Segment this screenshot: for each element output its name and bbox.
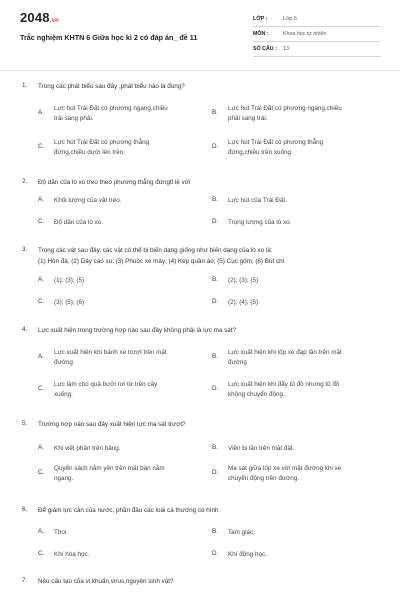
question-number: 3. [22, 246, 28, 253]
page-header [0, 0, 400, 66]
meta-table [253, 12, 381, 57]
option-letter: A. [38, 196, 44, 203]
option-text: (2); (3); (5) [228, 277, 259, 284]
option-letter: B. [212, 109, 218, 116]
option-text: Viên bi lăn trên mặt đất. [228, 445, 295, 452]
option-text: Khi viết phấn trên bảng. [54, 445, 121, 452]
header-divider [0, 70, 400, 71]
logo-main: 2048 [20, 10, 50, 25]
option-letter: B. [212, 528, 218, 535]
question-text: Nêu cấu tạo của vi khuẩn,virus,nguyên sinh vật? [38, 578, 174, 585]
meta-label: LỚP : [253, 16, 268, 22]
option-text: (3); (5); (6) [54, 299, 85, 306]
meta-row-class [253, 12, 381, 27]
option-text-line2: đường [228, 359, 247, 366]
option-text-line2: không chuyển động. [228, 391, 285, 398]
option-text: Trọng lượng của lò xo. [228, 219, 292, 226]
option-text-line2: trái sang phải. [54, 115, 94, 122]
option-text-line1: Lực xuất hiện khi bánh xe trượt trên mặt [54, 349, 167, 356]
option-letter: A. [38, 528, 44, 535]
meta-value: 13 [283, 46, 289, 52]
option-letter: D. [212, 143, 219, 150]
option-text-line1: Lực hút Trái Đất có phương thẳng [54, 139, 150, 146]
option-letter: C. [38, 385, 45, 392]
option-text-line2: chuyển động trên đường. [228, 475, 300, 482]
option-text: (2); (4); (5) [228, 299, 259, 306]
option-text: Thoi. [54, 529, 68, 536]
option-letter: D. [212, 550, 219, 557]
option-text-line1: Lực xuất hiện khi đẩy tủ đồ nhưng tủ đồ [228, 381, 340, 388]
option-text-line2: đường [54, 359, 73, 366]
option-text: Lực hút của Trái Đất. [228, 197, 287, 204]
option-letter: C. [38, 218, 45, 225]
question-number: 4. [22, 326, 28, 333]
option-letter: A. [38, 353, 44, 360]
question-text-line2: (1) Hòn đá; (2) Dây cao su; (3) Phuộc xe máy; (4) Kẹp quần áo; (5) Cục gôm; (6) Bút chì [38, 258, 285, 265]
option-letter: B. [212, 196, 218, 203]
option-letter: B. [212, 276, 218, 283]
question-text: Độ dãn của lò xo treo theo phương thẳng đứngtỉ lệ với [38, 179, 191, 186]
option-text-line1: Lực hút Trái Đất có phương ngang,chiều [54, 105, 168, 112]
option-text-line2: ngang. [54, 475, 74, 482]
question-text: Trường hợp nào sau đây xuất hiện lực ma sát trượt? [38, 421, 186, 428]
question-text: Trong các vật sau đây, các vật có thể bị biến dạng giống như biến dạng của lò xo là: [38, 247, 273, 254]
question-number: 6. [22, 506, 28, 513]
option-letter: C. [38, 550, 45, 557]
option-letter: C. [38, 143, 45, 150]
meta-label: MÔN : [253, 31, 269, 37]
meta-value: Khoa học tự nhiên [283, 31, 327, 37]
option-text-line2: đứng,chiều trên xuống. [228, 149, 293, 156]
question-number: 7. [22, 577, 28, 584]
option-letter: D. [212, 469, 219, 476]
question-number: 2. [22, 178, 28, 185]
option-text: Tam giác. [228, 529, 255, 536]
option-letter: C. [38, 298, 45, 305]
option-text-line2: đứng,chiều dưới lên trên. [54, 149, 126, 156]
option-text: Độ dãn của lò xo. [54, 219, 104, 226]
option-text: (1); (3); (5) [54, 277, 85, 284]
meta-row-subject [253, 27, 381, 42]
question-text: Để giảm lực cản của nước, phần đầu các loài cá thường có hình [38, 507, 219, 514]
meta-row-count [253, 42, 381, 57]
option-text-line1: Lực hút Trái Đất có phương thẳng [228, 139, 324, 146]
question-text: Lực xuất hiện trong trường hợp nào sau đây không phải là lực ma sát? [38, 327, 237, 334]
option-letter: A. [38, 444, 44, 451]
logo-suffix: .vn [49, 18, 60, 24]
site-logo[interactable] [20, 10, 59, 25]
option-text: Khí hóa học. [54, 551, 90, 558]
option-text-line1: Lực làm cho quả bưởi rơi từ trên cây [54, 381, 158, 388]
option-letter: D. [212, 218, 219, 225]
meta-value: Lớp 6 [283, 16, 297, 22]
option-letter: D. [212, 385, 219, 392]
option-letter: A. [38, 276, 44, 283]
option-text-line1: Quyển sách nằm yên trên mặt bàn nằm [54, 465, 165, 472]
option-letter: B. [212, 444, 218, 451]
question-text: Trong các phát biểu sau đây ,phát biểu nào là đúng? [38, 83, 185, 90]
option-text: Khối lượng của vật treo. [54, 197, 122, 204]
option-letter: D. [212, 298, 219, 305]
option-text-line1: Lực hút Trái Đất có phương ngang,chiều [228, 105, 342, 112]
option-letter: B. [212, 353, 218, 360]
option-text-line1: Ma sát giữa lốp xe với mặt đường khi xe [228, 465, 342, 472]
option-letter: A. [38, 109, 44, 116]
option-text-line1: Lực xuất hiện khi lốp xe đạp lăn trên mặt [228, 349, 342, 356]
page-title: Trắc nghiệm KHTN 6 Giữa học kì 2 có đáp án_ đề 11 [20, 33, 198, 42]
question-number: 5. [22, 420, 28, 427]
option-text-line2: phải sang trái. [228, 115, 268, 122]
option-letter: C. [38, 469, 45, 476]
meta-label: SỐ CÂU : [253, 46, 277, 52]
option-text-line2: xuống. [54, 391, 73, 398]
option-text: Khí động học. [228, 551, 267, 558]
question-number: 1. [22, 82, 28, 89]
